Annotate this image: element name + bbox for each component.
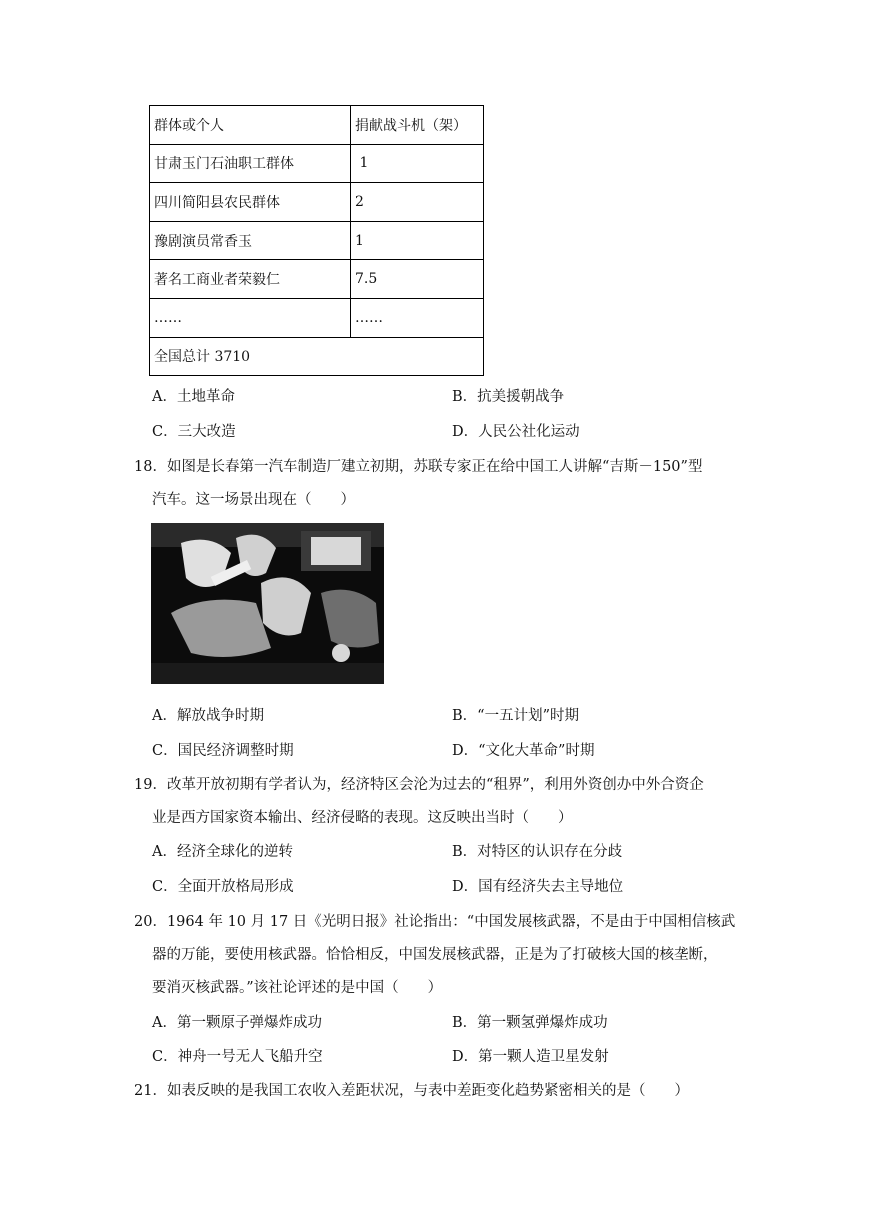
q18-option-c[interactable]: C．国民经济调整时期 — [152, 743, 294, 759]
table-total-row — [150, 337, 484, 376]
q19-stem-line1: 19．改革开放初期有学者认为，经济特区会沦为过去的“租界”，利用外资创办中外合资企 — [134, 777, 704, 793]
table-row — [150, 260, 484, 299]
table-row — [150, 298, 484, 337]
q21-stem-line1: 21．如表反映的是我国工农收入差距状况，与表中差距变化趋势紧密相关的是（ ） — [134, 1083, 689, 1099]
q17-option-c[interactable]: C．三大改造 — [152, 424, 236, 440]
factory-photo — [151, 523, 384, 684]
table-cell: …… — [150, 298, 351, 337]
q19-option-c[interactable]: C．全面开放格局形成 — [152, 879, 294, 895]
table-row — [150, 144, 484, 183]
table-cell: 著名工商业者荣毅仁 — [150, 260, 351, 299]
q18-stem-line1: 18．如图是长春第一汽车制造厂建立初期，苏联专家正在给中国工人讲解“吉斯－150”型 — [134, 459, 703, 475]
q20-stem-line1: 20．1964 年 10 月 17 日《光明日报》社论指出：“中国发展核武器，不是由于中国相信核武 — [134, 914, 736, 930]
table-header-row — [150, 106, 484, 145]
q18-option-b[interactable]: B．“一五计划”时期 — [452, 708, 579, 724]
table-cell: 7.5 — [351, 260, 484, 299]
q18-option-d[interactable]: D．“文化大革命”时期 — [452, 743, 595, 759]
q18-option-a[interactable]: A．解放战争时期 — [152, 708, 264, 724]
q19-option-b[interactable]: B．对特区的认识存在分歧 — [452, 844, 623, 860]
table-header-cell: 捐献战斗机（架） — [351, 106, 484, 145]
q19-option-a[interactable]: A．经济全球化的逆转 — [152, 844, 293, 860]
table-cell: 豫剧演员常香玉 — [150, 221, 351, 260]
q20-option-a[interactable]: A．第一颗原子弹爆炸成功 — [152, 1015, 322, 1031]
q17-option-d[interactable]: D．人民公社化运动 — [452, 424, 580, 440]
q18-stem-line2: 汽车。这一场景出现在（ ） — [152, 492, 355, 508]
donation-table — [149, 105, 484, 376]
q20-stem-line2: 器的万能，要使用核武器。恰恰相反，中国发展核武器，正是为了打破核大国的核垄断， — [152, 947, 718, 963]
table-cell: 四川简阳县农民群体 — [150, 183, 351, 222]
q19-stem-line2: 业是西方国家资本输出、经济侵略的表现。这反映出当时（ ） — [152, 810, 573, 826]
table-cell: 甘肃玉门石油职工群体 — [150, 144, 351, 183]
q20-stem-line3: 要消灭核武器。”该社论评述的是中国（ ） — [152, 980, 443, 996]
q20-option-b[interactable]: B．第一颗氢弹爆炸成功 — [452, 1015, 608, 1031]
q20-option-d[interactable]: D．第一颗人造卫星发射 — [452, 1049, 609, 1065]
table-cell: 1 — [351, 144, 484, 183]
q20-option-c[interactable]: C．神舟一号无人飞船升空 — [152, 1049, 323, 1065]
q17-option-b[interactable]: B．抗美援朝战争 — [452, 389, 565, 405]
table-row — [150, 221, 484, 260]
table-cell: …… — [351, 298, 484, 337]
table-row — [150, 183, 484, 222]
table-cell: 2 — [351, 183, 484, 222]
table-total-cell: 全国总计 3710 — [150, 337, 484, 376]
table-cell: 1 — [351, 221, 484, 260]
table-header-cell: 群体或个人 — [150, 106, 351, 145]
q17-option-a[interactable]: A．土地革命 — [152, 389, 235, 405]
q19-option-d[interactable]: D．国有经济失去主导地位 — [452, 879, 624, 895]
